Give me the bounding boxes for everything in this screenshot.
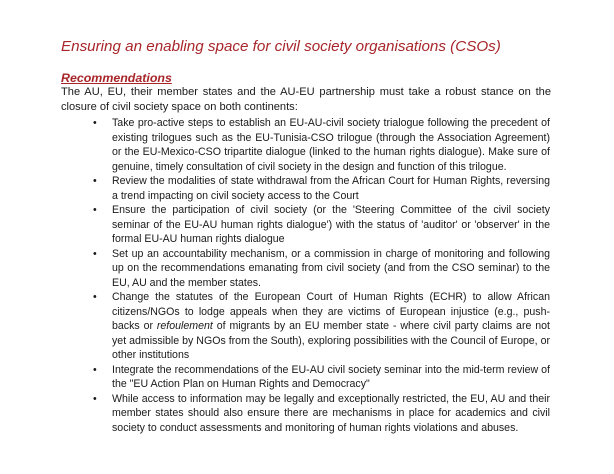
bullet-icon: • bbox=[93, 363, 97, 376]
text-segment: Review the modalities of state withdrawal from the African Court for Human Rights, reversing a trend impacting on civil society access to the Court bbox=[112, 175, 550, 202]
text-segment: Ensure the participation of civil society (or the 'Steering Committee of the civil society seminar of the EU-AU human rights dialogue') with the status of 'auditor' or 'observer' in the formal EU-AU human rights dialogue bbox=[112, 204, 550, 245]
list-item-text bbox=[112, 363, 550, 392]
bullet-icon: • bbox=[93, 291, 97, 303]
recommendations-heading: Recommendations bbox=[61, 71, 172, 85]
bullet-icon: • bbox=[93, 175, 97, 187]
list-item bbox=[93, 116, 550, 174]
list-item-text bbox=[112, 392, 550, 436]
bullet-icon: • bbox=[93, 204, 97, 216]
list-item-text bbox=[112, 247, 550, 291]
list-item bbox=[93, 174, 550, 203]
text-segment: Set up an accountability mechanism, or a commission in charge of monitoring and following up on the recommendations emanating from civil society (and from the CSO seminar) to the EU, AU and the member states. bbox=[112, 247, 550, 289]
list-item bbox=[93, 247, 550, 291]
italic-term: refoulement bbox=[156, 320, 213, 332]
text-segment: Change the statutes of the European Court of Human Rights (ECHR) to allow African citizens/NGOs to lodge appeals when they are victims of European injustice (e.g., push-backs or bbox=[112, 291, 550, 332]
list-item-text bbox=[112, 290, 550, 363]
document-title: Ensuring an enabling space for civil society organisations (CSOs) bbox=[61, 38, 501, 55]
intro-paragraph: The AU, EU, their member states and the AU-EU partnership must take a robust stance on the closure of civil society space on both continents: bbox=[61, 86, 551, 113]
list-item bbox=[93, 363, 550, 392]
list-item bbox=[93, 290, 550, 363]
text-segment: Integrate the recommendations of the EU-AU civil society seminar into the mid-term review of the "EU Action Plan on Human Rights and Democracy" bbox=[112, 363, 550, 390]
text-segment: of migrants by an EU member state - where civil party claims are not yet admissible by NGOs from the South), exploring possibilities with the Council of Europe, or other institutions bbox=[112, 320, 550, 361]
list-item bbox=[93, 203, 550, 247]
bullet-icon: • bbox=[93, 392, 97, 405]
text-segment: Take pro-active steps to establish an EU-AU-civil society trialogue following the precedent of existing trilogues such as the EU-Tunisia-CSO trilogue (through the Association Agreement) or the EU-Mexico-CSO tripartite dialogue (linked to the human rights dialogue). Make sure of genuine, timely consultation of civil society in the design and function of this trilogue. bbox=[112, 117, 550, 173]
bullet-icon: • bbox=[93, 247, 97, 260]
text-segment: While access to information may be legally and exceptionally restricted, the EU, AU and their member states should also ensure there are mechanisms in place for academics and civil society to conduct assessments and monitoring of human rights violations and abuses. bbox=[112, 392, 550, 434]
list-item bbox=[93, 392, 550, 436]
recommendations-list bbox=[93, 116, 550, 435]
bullet-icon: • bbox=[93, 117, 97, 129]
list-item-text bbox=[112, 203, 550, 247]
list-item-text bbox=[112, 174, 550, 203]
list-item-text bbox=[112, 116, 550, 174]
